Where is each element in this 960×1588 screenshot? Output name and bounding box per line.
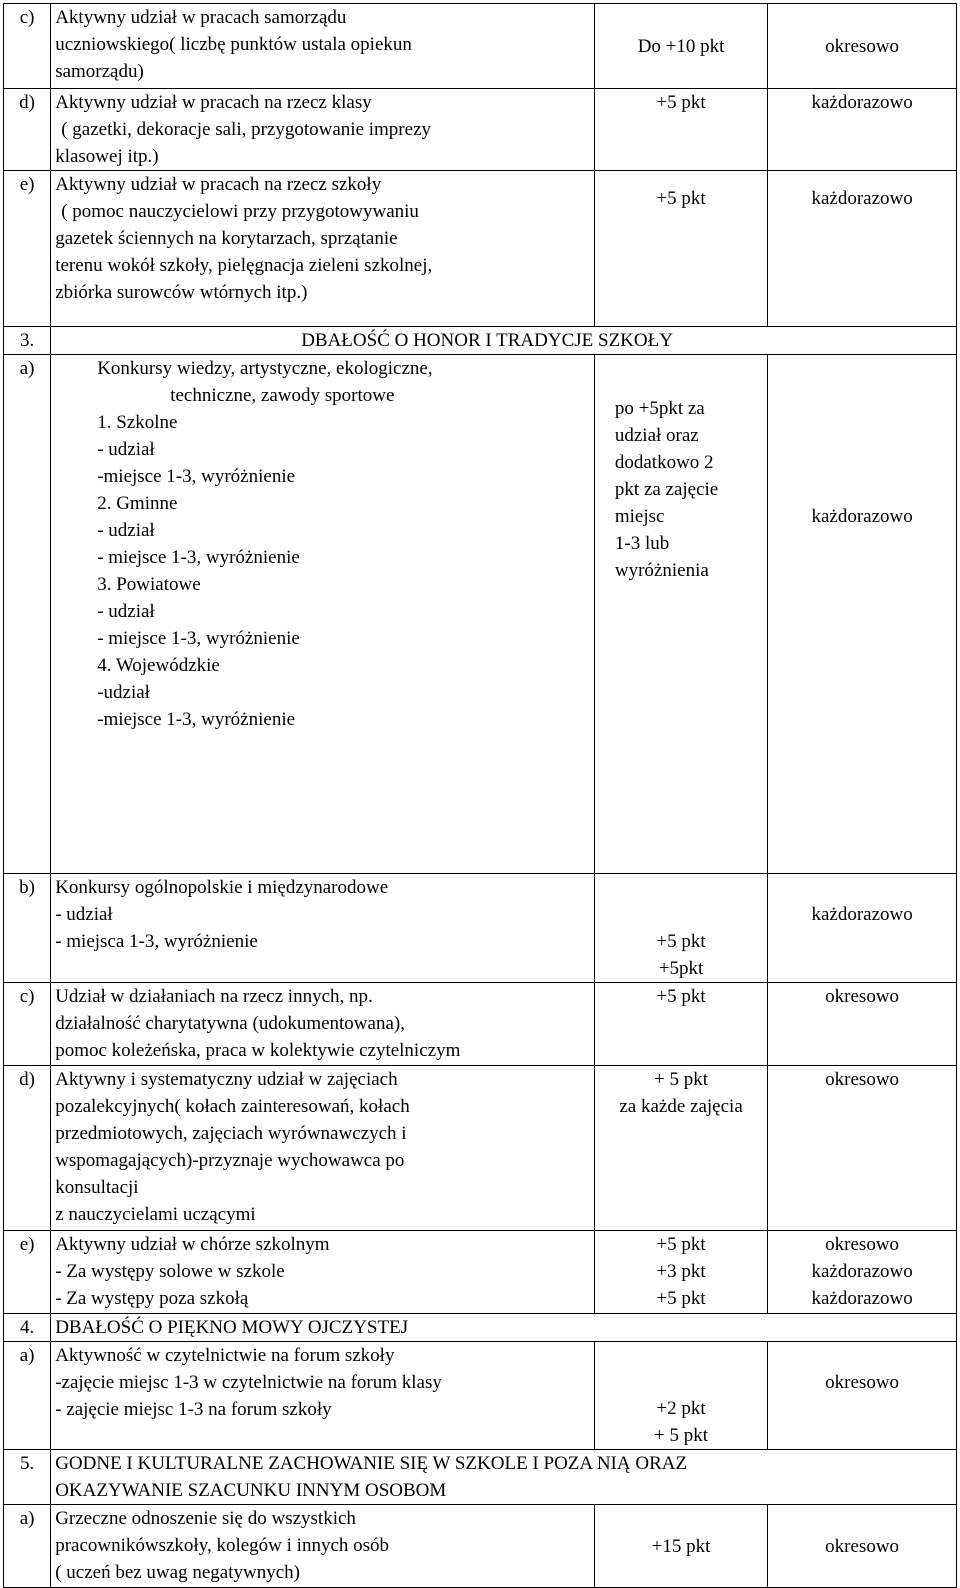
desc-line: - Za występy poza szkołą — [55, 1288, 249, 1309]
points-line: 1-3 lub — [614, 533, 670, 554]
table-row — [4, 89, 957, 171]
row-frequency — [768, 4, 957, 89]
desc-line: ( uczeń bez uwag negatywnych) — [55, 1562, 300, 1583]
row-description — [51, 4, 595, 89]
row-letter: c) — [4, 4, 51, 89]
table-row — [4, 1066, 957, 1231]
row-description — [51, 983, 595, 1066]
row-description — [51, 1066, 595, 1231]
table-row — [4, 1231, 957, 1314]
row-description — [51, 171, 595, 327]
frequency-value: każdorazowo — [811, 92, 913, 113]
desc-line: samorządu) — [55, 61, 144, 82]
row-points — [594, 89, 767, 171]
desc-line: - udział — [97, 439, 155, 460]
desc-line: - miejsca 1-3, wyróżnienie — [55, 931, 258, 952]
desc-line: Konkursy ogólnopolskie i międzynarodowe — [55, 877, 389, 898]
row-frequency — [768, 1505, 957, 1588]
desc-line: zbiórka surowców wtórnych itp.) — [55, 282, 308, 303]
desc-line: - zajęcie miejsc 1-3 na forum szkoły — [55, 1399, 332, 1420]
section-number: 5. — [4, 1450, 51, 1505]
row-description — [51, 355, 595, 874]
frequency-value: każdorazowo — [811, 904, 913, 925]
row-letter: a) — [4, 1342, 51, 1450]
frequency-value: każdorazowo — [811, 506, 913, 527]
row-points — [594, 355, 767, 874]
frequency-value: każdorazowo — [811, 1288, 913, 1309]
table-row — [4, 355, 957, 874]
row-frequency — [768, 1066, 957, 1231]
desc-line: konsultacji — [55, 1177, 139, 1198]
row-letter: c) — [4, 983, 51, 1066]
desc-line: gazetek ściennych na korytarzach, sprzątanie — [55, 228, 398, 249]
desc-line: działalność charytatywna (udokumentowana), — [55, 1013, 405, 1034]
row-letter: e) — [4, 1231, 51, 1314]
row-letter: a) — [4, 355, 51, 874]
points-value: za każde zajęcia — [619, 1096, 743, 1117]
table-row — [4, 171, 957, 327]
row-letter: d) — [4, 1066, 51, 1231]
points-value: + 5 pkt — [654, 1425, 709, 1446]
desc-line: Grzeczne odnoszenie się do wszystkich — [55, 1508, 356, 1529]
desc-line: Udział w działaniach na rzecz innych, np. — [55, 986, 373, 1007]
table-row — [4, 1342, 957, 1450]
section-header-row — [4, 1450, 957, 1505]
row-frequency — [768, 983, 957, 1066]
frequency-value: okresowo — [825, 35, 900, 57]
row-letter: e) — [4, 171, 51, 327]
section-title: DBAŁOŚĆ O HONOR I TRADYCJE SZKOŁY — [51, 327, 957, 355]
row-points — [594, 171, 767, 327]
points-value: + 5 pkt — [654, 1069, 709, 1090]
row-description — [51, 1505, 595, 1588]
points-value: +15 pkt — [651, 1535, 711, 1557]
desc-line: ( pomoc nauczycielowi przy przygotowywaniu — [61, 201, 419, 222]
desc-line: wspomagających)-przyznaje wychowawca po — [55, 1150, 405, 1171]
desc-line: 1. Szkolne — [97, 412, 178, 433]
points-value: Do +10 pkt — [637, 35, 725, 57]
desc-line: Aktywny udział w pracach na rzecz szkoły — [55, 174, 382, 195]
section-title: DBAŁOŚĆ O PIĘKNO MOWY OJCZYSTEJ — [51, 1314, 957, 1342]
row-points — [594, 1231, 767, 1314]
row-frequency — [768, 355, 957, 874]
row-frequency — [768, 1342, 957, 1450]
desc-line: pomoc koleżeńska, praca w kolektywie czytelniczym — [55, 1040, 461, 1061]
section-number: 4. — [4, 1314, 51, 1342]
points-value: +5pkt — [658, 958, 704, 979]
row-points — [594, 1505, 767, 1588]
behavior-points-table — [3, 3, 957, 1588]
points-line: wyróżnienia — [614, 560, 709, 581]
points-value: +2 pkt — [656, 1398, 706, 1419]
row-points — [594, 1066, 767, 1231]
section-header-row — [4, 327, 957, 355]
frequency-value: okresowo — [825, 1234, 900, 1255]
row-points — [594, 4, 767, 89]
frequency-value: okresowo — [825, 1372, 900, 1393]
desc-line: ( gazetki, dekoracje sali, przygotowanie imprezy — [61, 119, 432, 140]
section-title — [51, 1450, 957, 1505]
table-row — [4, 4, 957, 89]
frequency-value: okresowo — [825, 1535, 900, 1557]
desc-line: pracownikówszkoły, kolegów i innych osób — [55, 1535, 390, 1556]
desc-line: -udział — [97, 682, 150, 703]
section-title-line: GODNE I KULTURALNE ZACHOWANIE SIĘ W SZKOLE I POZA NIĄ ORAZ — [55, 1453, 688, 1474]
row-description — [51, 89, 595, 171]
row-points — [594, 874, 767, 983]
desc-line: Aktywność w czytelnictwie na forum szkoły — [55, 1345, 395, 1366]
row-points — [594, 983, 767, 1066]
points-line: po +5pkt za — [614, 398, 705, 419]
section-header-row — [4, 1314, 957, 1342]
desc-line: - udział — [97, 520, 155, 541]
frequency-value: każdorazowo — [811, 1261, 913, 1282]
points-line: miejsc — [614, 506, 665, 527]
desc-line: techniczne, zawody sportowe — [170, 385, 395, 406]
section-number: 3. — [4, 327, 51, 355]
row-letter: d) — [4, 89, 51, 171]
desc-line: -zajęcie miejsc 1-3 w czytelnictwie na forum klasy — [55, 1372, 442, 1393]
frequency-value: okresowo — [825, 986, 900, 1007]
row-frequency — [768, 89, 957, 171]
row-letter: a) — [4, 1505, 51, 1588]
points-value: +5 pkt — [656, 1288, 706, 1309]
row-description — [51, 1231, 595, 1314]
desc-line: - miejsce 1-3, wyróżnienie — [97, 628, 300, 649]
table-row — [4, 983, 957, 1066]
row-description — [51, 874, 595, 983]
table-row — [4, 1505, 957, 1588]
desc-line: -miejsce 1-3, wyróżnienie — [97, 466, 296, 487]
points-line: dodatkowo 2 — [614, 452, 714, 473]
points-value: +3 pkt — [656, 1261, 706, 1282]
desc-line: przedmiotowych, zajęciach wyrównawczych i — [55, 1123, 407, 1144]
points-value: +5 pkt — [656, 188, 706, 209]
desc-line: 3. Powiatowe — [97, 574, 201, 595]
desc-line: klasowej itp.) — [55, 146, 159, 167]
desc-line: z nauczycielami uczącymi — [55, 1204, 256, 1225]
desc-line: terenu wokół szkoły, pielęgnacja zieleni szkolnej, — [55, 255, 433, 276]
points-value: +5 pkt — [656, 986, 706, 1007]
desc-line: 4. Wojewódzkie — [97, 655, 220, 676]
desc-line: - udział — [97, 601, 155, 622]
desc-line: 2. Gminne — [97, 493, 178, 514]
row-description — [51, 1342, 595, 1450]
desc-line: - miejsce 1-3, wyróżnienie — [97, 547, 300, 568]
frequency-value: okresowo — [825, 1069, 900, 1090]
points-value: +5 pkt — [656, 1234, 706, 1255]
desc-line: Aktywny udział w pracach samorządu — [55, 7, 347, 28]
row-frequency — [768, 874, 957, 983]
desc-line: Aktywny udział w pracach na rzecz klasy — [55, 92, 372, 113]
row-letter: b) — [4, 874, 51, 983]
points-value: +5 pkt — [656, 931, 706, 952]
points-line: udział oraz — [614, 425, 699, 446]
desc-line: Konkursy wiedzy, artystyczne, ekologiczne, — [97, 358, 433, 379]
frequency-value: każdorazowo — [811, 188, 913, 209]
desc-line: Aktywny udział w chórze szkolnym — [55, 1234, 330, 1255]
desc-line: - udział — [55, 904, 113, 925]
row-points — [594, 1342, 767, 1450]
desc-line: Aktywny i systematyczny udział w zajęciach — [55, 1069, 398, 1090]
row-frequency — [768, 1231, 957, 1314]
points-value: +5 pkt — [656, 92, 706, 113]
table-row — [4, 874, 957, 983]
desc-line: uczniowskiego( liczbę punktów ustala opiekun — [55, 34, 412, 55]
row-frequency — [768, 171, 957, 327]
desc-line: -miejsce 1-3, wyróżnienie — [97, 709, 296, 730]
section-title-line: OKAZYWANIE SZACUNKU INNYM OSOBOM — [55, 1480, 447, 1501]
points-line: pkt za zajęcie — [614, 479, 719, 500]
desc-line: - Za występy solowe w szkole — [55, 1261, 285, 1282]
desc-line: pozalekcyjnych( kołach zainteresowań, kołach — [55, 1096, 410, 1117]
